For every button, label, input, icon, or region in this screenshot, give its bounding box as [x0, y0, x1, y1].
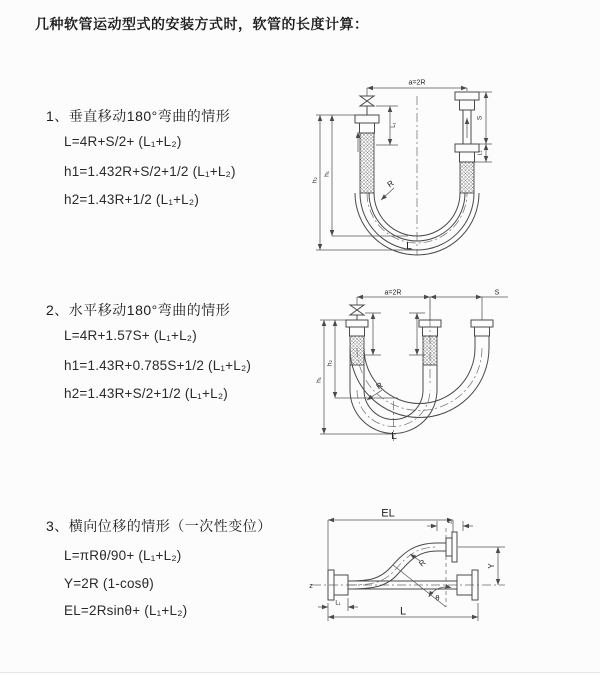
dim-label-theta: θ [435, 593, 440, 603]
dim-label-s: S [494, 289, 500, 297]
dim-label-y: Y [487, 563, 496, 569]
section-2-heading: 2、水平移动180°弯曲的情形 [46, 302, 231, 318]
dim-label-l1: L₁ [477, 150, 484, 156]
dim-label-l1: L₁ [335, 600, 341, 607]
hose-center-arc [357, 348, 482, 411]
formula-line: L=πRθ/90+ (L₁+L₂) [64, 548, 182, 563]
formula-line: L=4R+S/2+ (L₁+L₂) [64, 134, 182, 149]
braided-hose-section [423, 336, 437, 365]
dim-label-a2r: a=2R [408, 79, 426, 87]
formula-line: h2=1.43R+S/2+1/2 (L₁+L₂) [64, 386, 228, 401]
valve-icon [350, 305, 364, 320]
diagram-horizontal-180-bend [308, 283, 600, 450]
dim-label-l: L [391, 430, 397, 442]
dim-label-h1: h₁ [323, 171, 331, 177]
formula-line: L=4R+1.57S+ (L₁+L₂) [64, 328, 197, 343]
diagram-vertical-180-bend [308, 72, 590, 259]
dim-label-s: S [476, 115, 484, 121]
diagram-lateral-displacement [300, 503, 600, 628]
formula-line: h1=1.43R+0.785S+1/2 (L₁+L₂) [64, 358, 252, 373]
formula-line: h1=1.432R+S/2+1/2 (L₁+L₂) [64, 164, 236, 179]
hose-outline [346, 305, 493, 434]
section-1-heading: 1、垂直移动180°弯曲的情形 [46, 108, 231, 124]
section-3-heading: 3、横向位移的情形（一次性变位） [46, 518, 272, 534]
dim-label-l1: L₁ [447, 519, 453, 525]
dim-label-r: R [385, 178, 396, 190]
axis-mark-z: z [309, 583, 313, 590]
dim-label-el: EL [381, 507, 395, 520]
formula-line: EL=2Rsinθ+ (L₁+L₂) [64, 603, 188, 618]
dim-label-r: R [417, 557, 428, 569]
dim-label-h2: h₂ [326, 359, 334, 367]
page-title: 几种软管运动型式的安装方式时，软管的长度计算： [35, 16, 369, 32]
formula-line: h2=1.43R+1/2 (L₁+L₂) [64, 192, 200, 207]
braided-hose-section [360, 133, 374, 193]
dim-label-l: L [406, 240, 412, 252]
dim-label-l1: L₁ [391, 122, 397, 128]
formula-line: Y=2R (1-cosθ) [64, 576, 155, 591]
scan-artifact-line [0, 672, 600, 673]
dim-label-l: L [399, 605, 407, 618]
braided-hose-section [350, 336, 364, 365]
braided-hose-section [460, 162, 474, 193]
dim-label-h1: h₁ [315, 377, 323, 383]
dim-label-a2r: a=2R [384, 289, 402, 297]
dim-label-h2: h₂ [311, 176, 319, 184]
dim-label-r: R [374, 380, 385, 392]
hose-outline [328, 532, 478, 600]
valve-icon [360, 96, 374, 115]
